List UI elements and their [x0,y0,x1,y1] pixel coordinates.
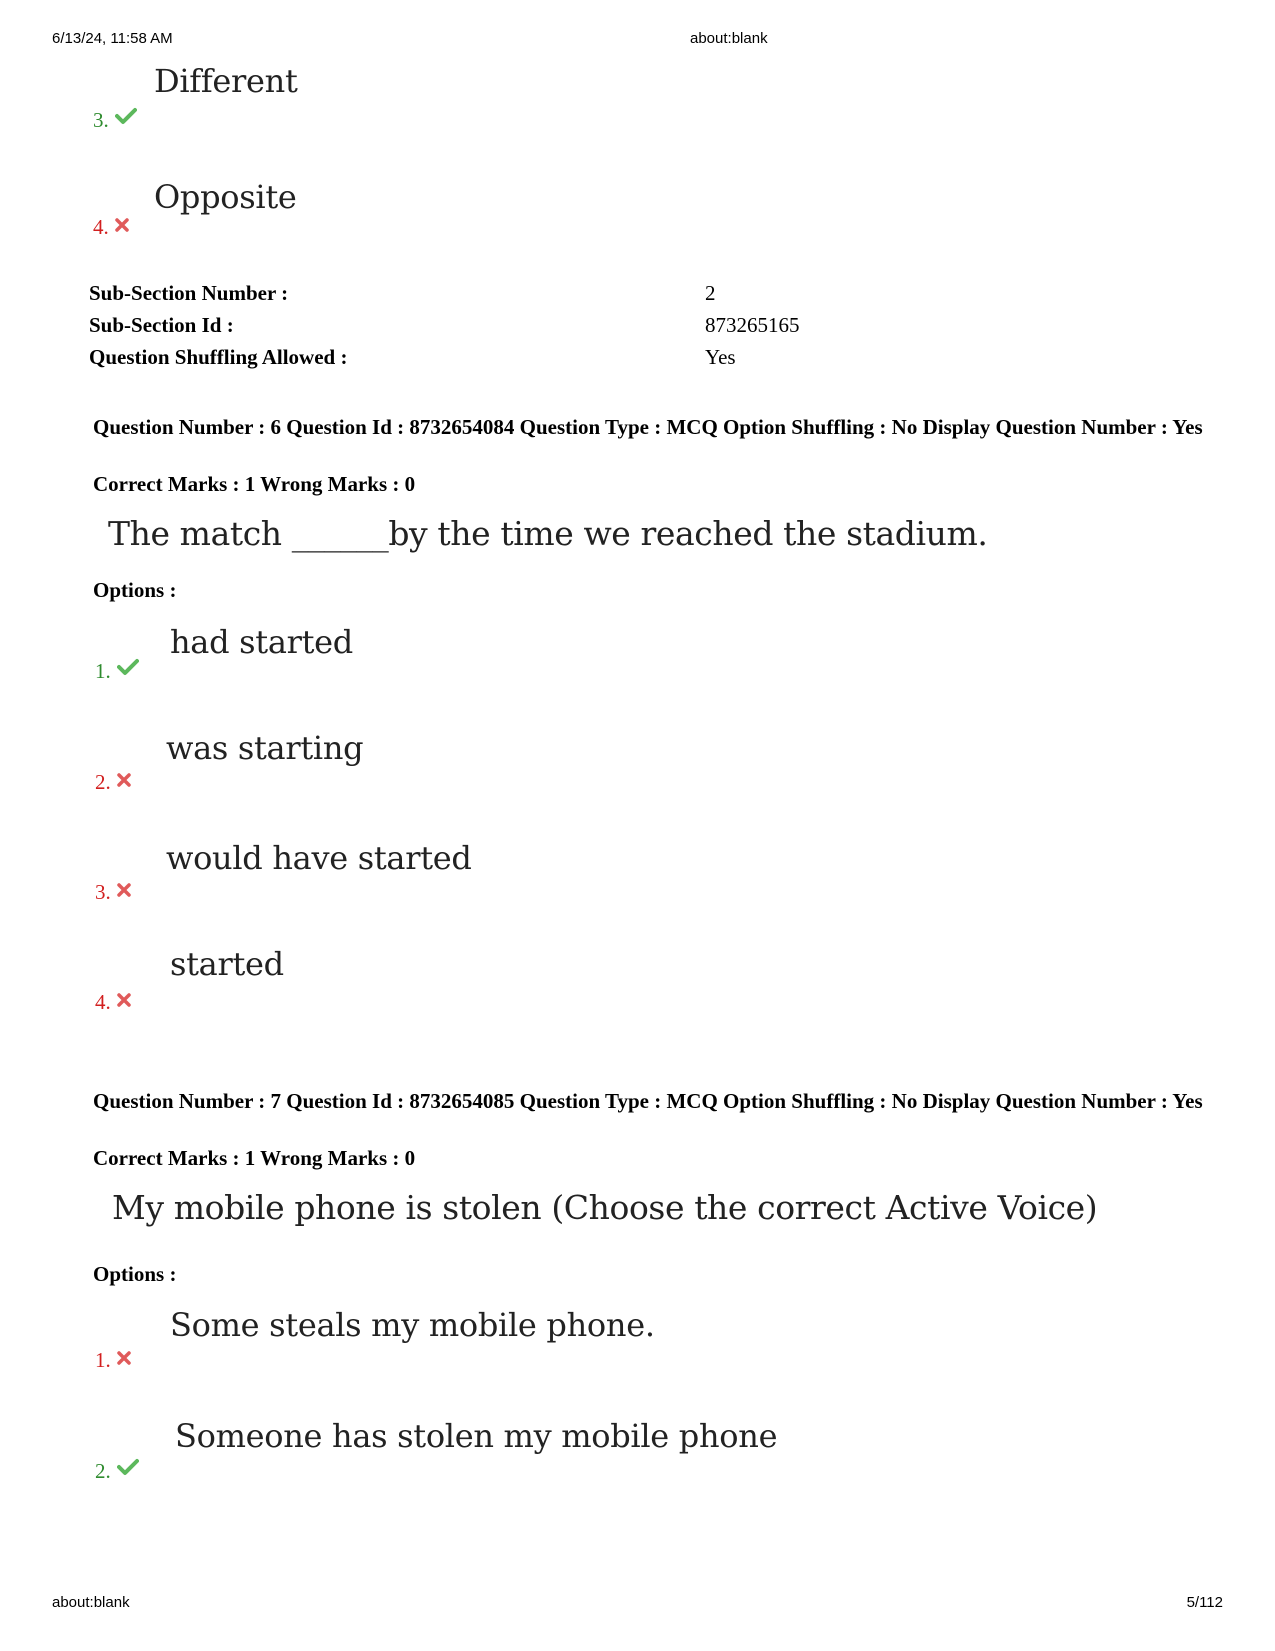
cross-icon [117,1346,131,1371]
option-number: 1. [95,657,139,684]
subsection-number-value: 2 [705,281,716,305]
question-marks: Correct Marks : 1 Wrong Marks : 0 [93,472,416,496]
option-number: 4. [95,988,131,1015]
option-text: started [170,945,284,983]
cross-icon [117,988,131,1013]
option-number: 3. [95,878,131,905]
check-icon [115,106,137,131]
question-stem: My mobile phone is stolen (Choose the correct Active Voice) [112,1188,1098,1227]
page-number: 5/112 [1186,1594,1223,1611]
option-number: 1. [95,1346,131,1373]
option-number: 2. [95,1457,139,1484]
option-number: 2. [95,768,131,795]
question-shuffling-label: Question Shuffling Allowed : [89,345,348,369]
question-shuffling-value: Yes [705,345,736,369]
print-url-footer: about:blank [52,1594,130,1611]
option-number: 4. [93,213,129,240]
question-marks: Correct Marks : 1 Wrong Marks : 0 [93,1146,416,1170]
cross-icon [117,768,131,793]
option-text: Opposite [154,178,297,216]
subsection-id-value: 873265165 [705,313,800,337]
option-text: Someone has stolen my mobile phone [175,1417,778,1455]
question-meta: Question Number : 6 Question Id : 8732654084 Question Type : MCQ Option Shuffling : No Display Question Number : Yes [93,415,1203,439]
options-label: Options : [93,1262,177,1286]
print-url-header: about:blank [690,30,768,47]
option-text: Different [154,62,298,100]
option-text: was starting [166,729,364,767]
option-number: 3. [93,106,137,133]
question-meta: Question Number : 7 Question Id : 8732654085 Question Type : MCQ Option Shuffling : No Display Question Number : Yes [93,1089,1203,1113]
options-label: Options : [93,578,177,602]
option-text: had started [170,623,353,661]
subsection-id-label: Sub-Section Id : [89,313,234,337]
cross-icon [117,878,131,903]
check-icon [117,657,139,682]
check-icon [117,1457,139,1482]
option-text: would have started [166,839,472,877]
option-text: Some steals my mobile phone. [170,1306,655,1344]
cross-icon [115,213,129,238]
subsection-number-label: Sub-Section Number : [89,281,289,305]
print-datetime: 6/13/24, 11:58 AM [52,30,173,47]
question-stem: The match ______by the time we reached the stadium. [108,514,988,553]
